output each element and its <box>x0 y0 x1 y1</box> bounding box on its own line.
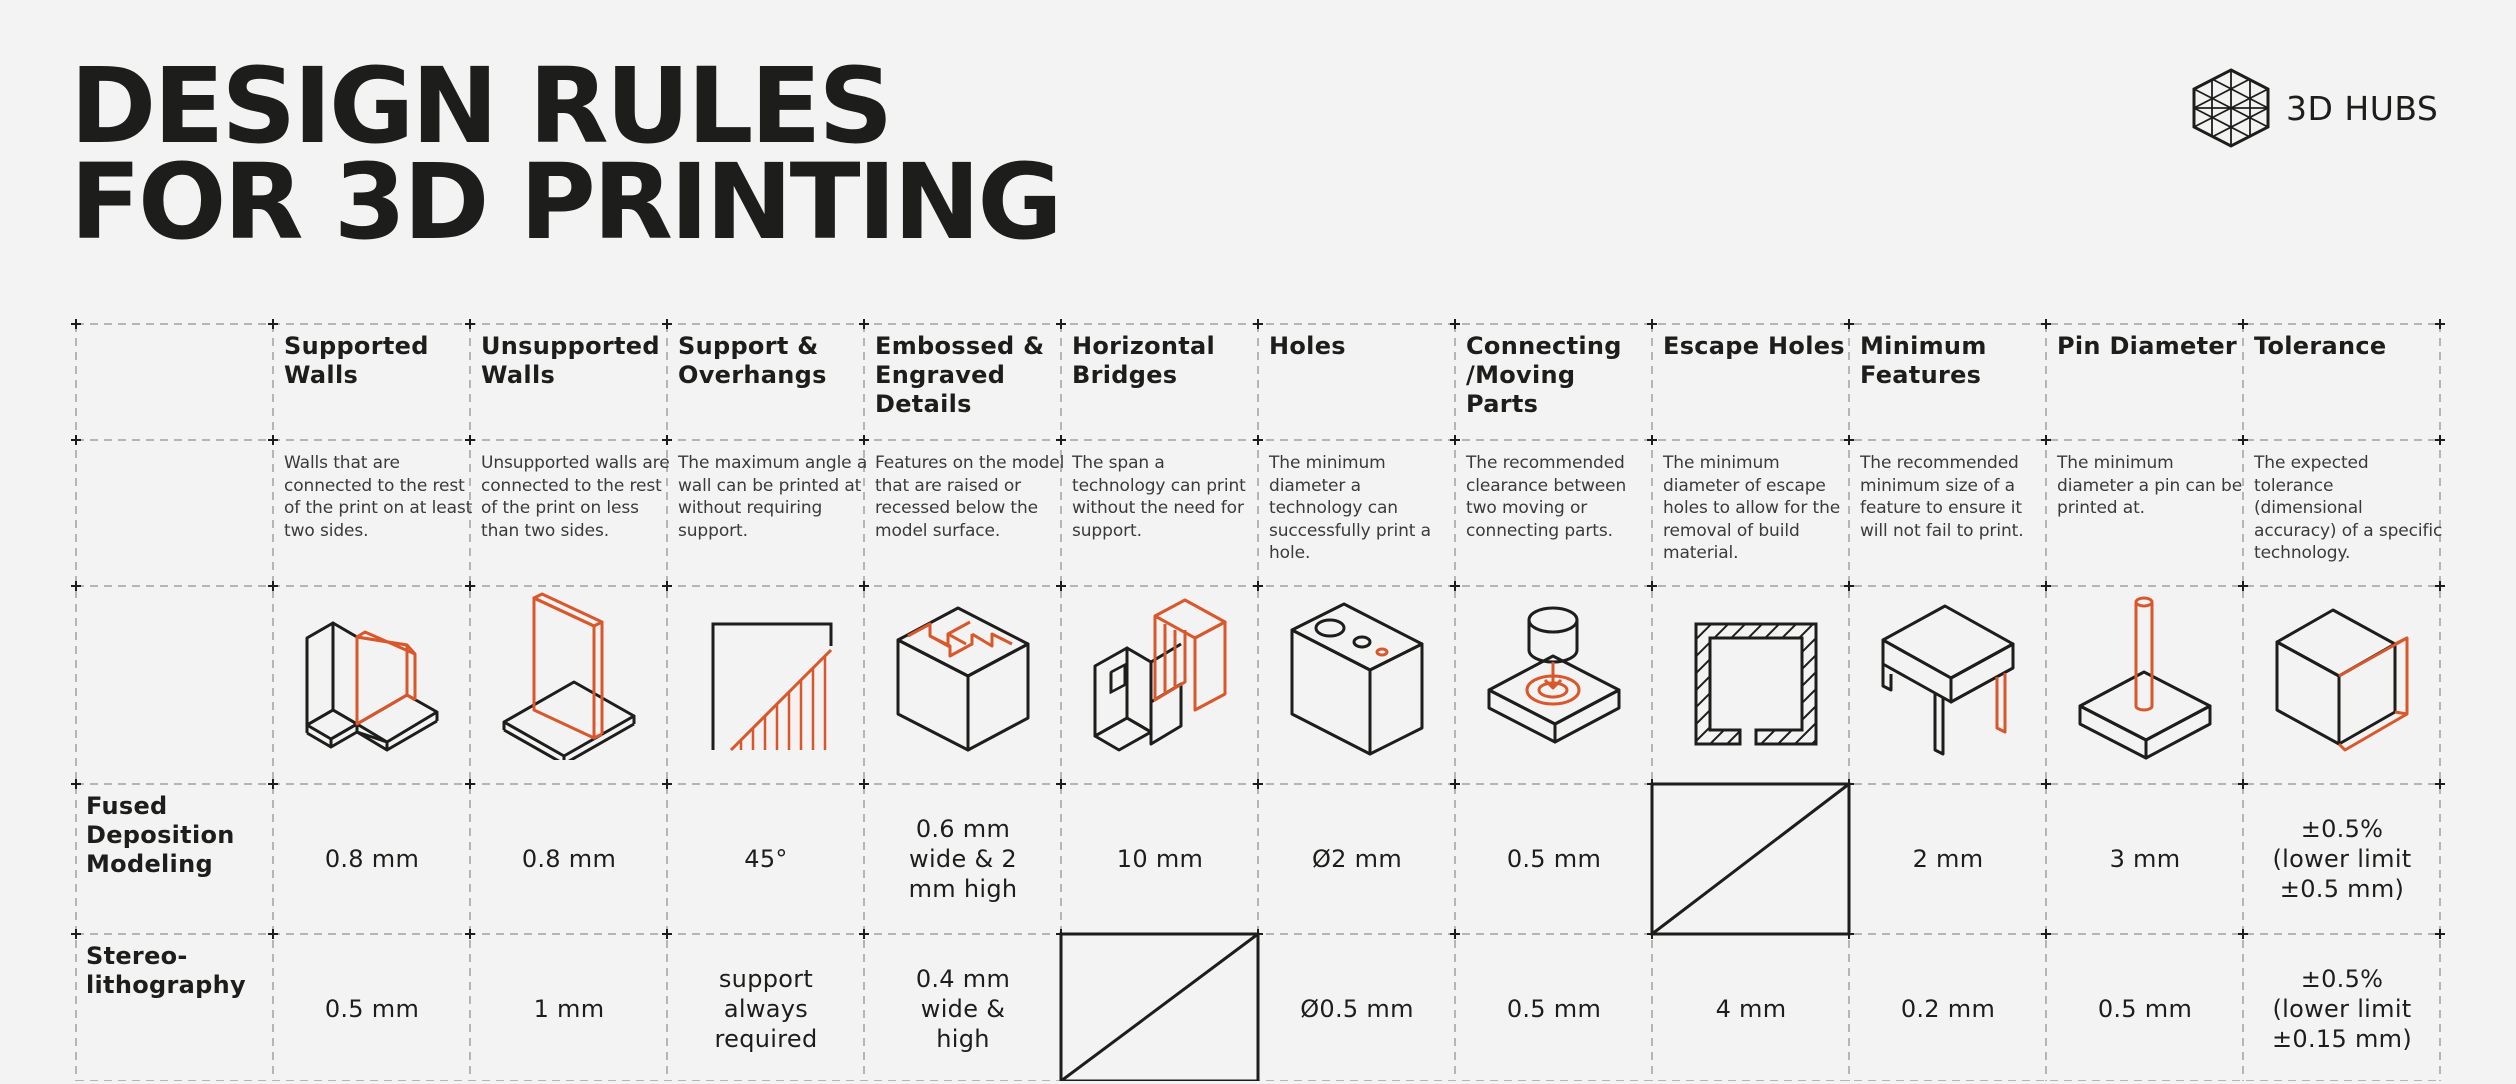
column-description-pin-diameter: The minimum diameter a pin can be printed at. <box>2057 453 2243 518</box>
column-header-tolerance: Tolerance <box>2254 332 2387 360</box>
cell-fdm-minimum-features: 2 mm <box>1912 845 1984 873</box>
cell-sla-embossed-engraved: 0.4 mm wide & high <box>915 965 1011 1053</box>
row-label-fdm: Fused Deposition Modeling <box>86 792 235 878</box>
column-header-connecting-parts: Connecting /Moving Parts <box>1466 332 1622 418</box>
cell-fdm-supported-walls: 0.8 mm <box>324 845 420 873</box>
column-description-minimum-features: The recommended minimum size of a feature to ensure it will not fail to print. <box>1860 453 2024 541</box>
column-header-embossed-engraved: Embossed & Engraved Details <box>875 332 1045 418</box>
supported-wall-icon <box>274 590 470 780</box>
column-header-support-overhangs: Support & Overhangs <box>678 332 827 389</box>
column-description-unsupported-walls: Unsupported walls are connected to the rest of the print on less than two sides. <box>481 453 670 541</box>
column-description-supported-walls: Walls that are connected to the rest of the print on at least two sides. <box>284 453 473 541</box>
tolerance-cube-icon <box>2244 590 2440 780</box>
brand-logo <box>2188 66 2438 150</box>
column-header-unsupported-walls: Unsupported Walls <box>481 332 660 389</box>
cell-fdm-horizontal-bridges: 10 mm <box>1116 845 1204 873</box>
row-label-sla: Stereo- lithography <box>86 942 246 999</box>
title-line-1: DESIGN RULES <box>70 45 891 167</box>
cell-fdm-support-overhangs: 45° <box>744 845 788 873</box>
column-header-escape-holes: Escape Holes <box>1663 332 1845 360</box>
column-description-tolerance: The expected tolerance (dimensional accuracy) of a specific technology. <box>2254 453 2443 563</box>
column-description-embossed-engraved: Features on the model that are raised or recessed below the model surface. <box>875 453 1065 541</box>
escape-hole-icon <box>1653 590 1849 780</box>
logo-text: 3D HUBS <box>2286 88 2439 128</box>
hexagon-grid-icon <box>2188 66 2274 150</box>
column-header-minimum-features: Minimum Features <box>1860 332 1987 389</box>
column-description-escape-holes: The minimum diameter of escape holes to allow for the removal of build material. <box>1663 453 1841 563</box>
cell-sla-holes: Ø0.5 mm <box>1300 995 1414 1023</box>
cell-sla-escape-holes: 4 mm <box>1715 995 1787 1023</box>
cell-fdm-unsupported-walls: 0.8 mm <box>521 845 617 873</box>
column-description-support-overhangs: The maximum angle a wall can be printed at without requiring support. <box>678 453 868 541</box>
column-description-horizontal-bridges: The span a technology can print without the need for support. <box>1072 453 1246 541</box>
bridge-icon <box>1062 590 1258 780</box>
cell-sla-support-overhangs: support always required <box>714 965 818 1053</box>
page-title <box>70 45 1060 263</box>
cell-sla-minimum-features: 0.2 mm <box>1900 995 1996 1023</box>
holes-icon <box>1259 590 1455 780</box>
cell-sla-supported-walls: 0.5 mm <box>324 995 420 1023</box>
title-line-2: FOR 3D PRINTING <box>70 141 1060 263</box>
minimum-feature-icon <box>1850 590 2046 780</box>
column-header-horizontal-bridges: Horizontal Bridges <box>1072 332 1216 389</box>
column-header-supported-walls: Supported Walls <box>284 332 429 389</box>
cell-fdm-tolerance: ±0.5% (lower limit ±0.5 mm) <box>2272 815 2412 903</box>
embossed-detail-icon <box>865 590 1061 780</box>
column-description-connecting-parts: The recommended clearance between two moving or connecting parts. <box>1466 453 1627 541</box>
cell-fdm-connecting-parts: 0.5 mm <box>1506 845 1602 873</box>
unsupported-wall-icon <box>471 590 667 780</box>
pin-icon <box>2047 590 2243 780</box>
column-description-holes: The minimum diameter a technology can successfully print a hole. <box>1269 453 1431 563</box>
overhang-icon <box>668 590 864 780</box>
not-applicable-cell <box>1652 784 1849 934</box>
not-applicable-cell <box>1061 934 1258 1081</box>
moving-parts-icon <box>1456 590 1652 780</box>
cell-sla-unsupported-walls: 1 mm <box>533 995 605 1023</box>
cell-sla-connecting-parts: 0.5 mm <box>1506 995 1602 1023</box>
cell-fdm-holes: Ø2 mm <box>1311 845 1403 873</box>
cell-fdm-pin-diameter: 3 mm <box>2109 845 2181 873</box>
cell-sla-tolerance: ±0.5% (lower limit ±0.15 mm) <box>2272 965 2412 1053</box>
cell-sla-pin-diameter: 0.5 mm <box>2097 995 2193 1023</box>
cell-fdm-embossed-engraved: 0.6 mm wide & 2 mm high <box>908 815 1018 903</box>
column-header-pin-diameter: Pin Diameter <box>2057 332 2238 360</box>
column-header-holes: Holes <box>1269 332 1346 360</box>
